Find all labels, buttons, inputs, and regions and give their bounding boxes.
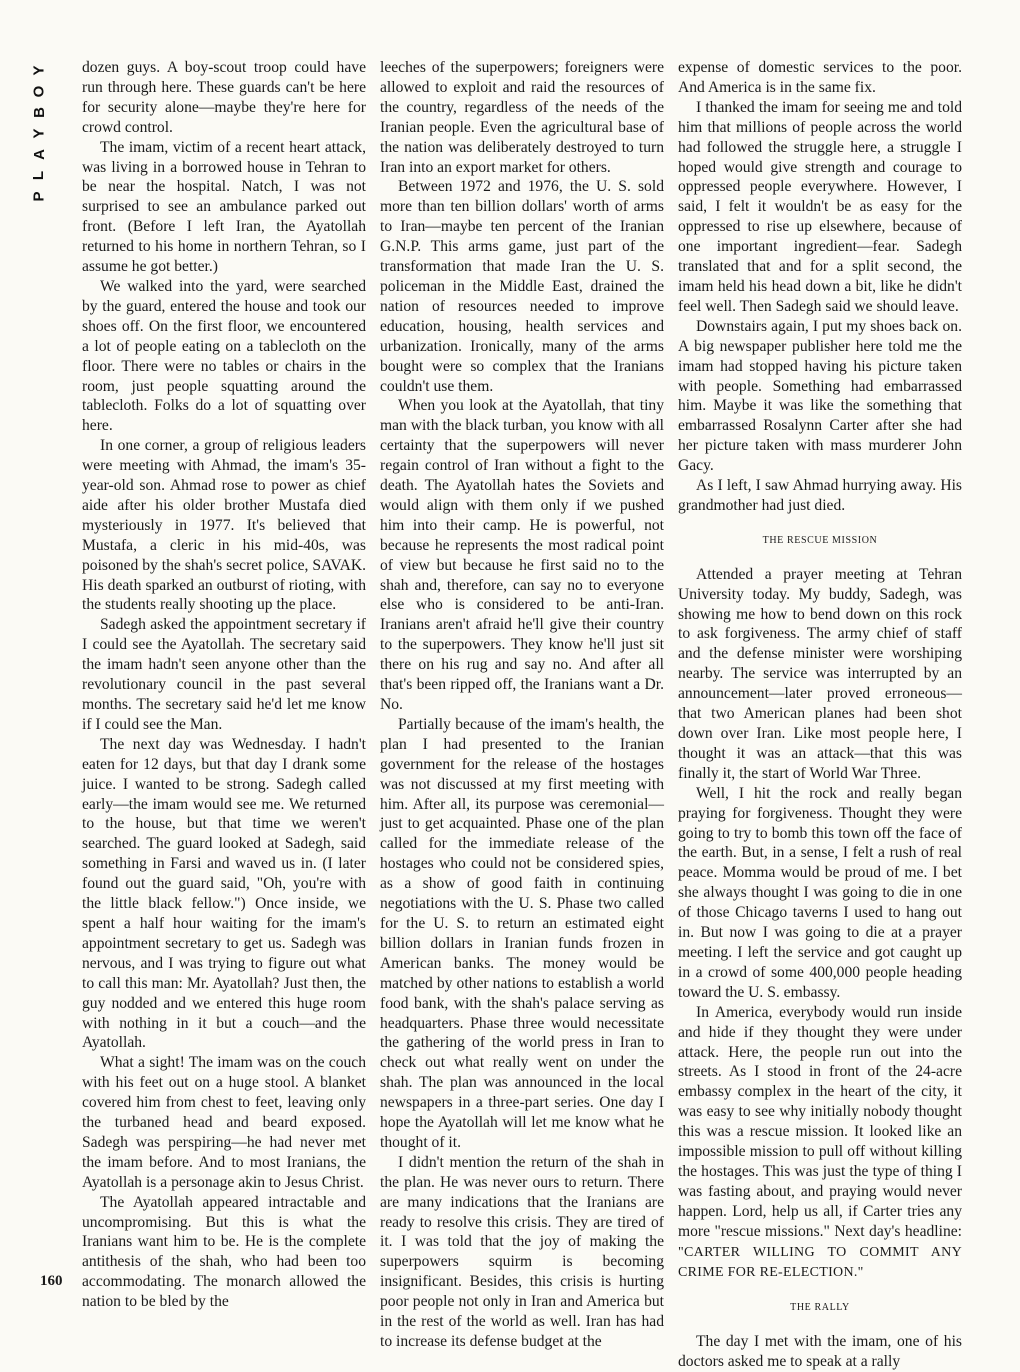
paragraph: expense of domestic services to the poor. And America is in the same fix. — [678, 59, 962, 96]
article-column-2 — [380, 58, 664, 1352]
paragraph: When you look at the Ayatollah, that tiny man with the black turban, you know with all certainty that the superpowers will never regain control of Iran without a fight to the death. The Ayatollah hates the Soviets and would align with them only if we pushed him into their camp. He is powerful, not because he represents the most radical point of view but because he first said no to the shah and, therefore, can say no to everyone else who is considered to be anti-Iran. Iranians aren't afraid he'll give their country to the superpowers. They know he'll just sit there on his rug and say no. And after all that's been ripped off, the Iranians want a Dr. No. — [380, 397, 664, 713]
paragraph: In one corner, a group of religious leaders were meeting with Ahmad, the imam's 35-year-old son. Ahmad rose to power as chief aide after his older brother Mustafa died mysteriously in 1977. It's believed that Mustafa, a cleric in his mid-40s, was poisoned by the shah's secret police, SAVAK. His death sparked an outburst of rioting, with the students really shooting up the place. — [82, 437, 366, 614]
paragraph: Attended a prayer meeting at Tehran University today. My buddy, Sadegh, was showing me how to bend down on this rock to ask forgiveness. The army chief of staff and the defense minister were worshiping nearby. The service was interrupted by an announcement—later proved erroneous—that two American planes had been shot down over Iran. Like most people here, I thought it was an attack—that this was finally it, the start of World War Three. — [678, 565, 962, 782]
article-column-3 — [678, 58, 962, 1372]
paragraph: Sadegh asked the appointment secretary if I could see the Ayatollah. The secretary said the imam hadn't seen anyone other than the revolutionary council in the past several months. The secretary said he'd let me know if I could see the Man. — [82, 616, 366, 733]
paragraph: The imam, victim of a recent heart attack, was living in a borrowed house in Tehran to be near the hospital. Natch, I was not surprised to see an ambulance parked out front. (Before I left Iran, the Ayatollah returned to his home in northern Tehran, so I assume he got better.) — [82, 138, 366, 276]
paragraph — [678, 1003, 962, 1284]
tab-letter: P — [30, 191, 48, 202]
tab-letter: Y — [30, 128, 48, 139]
page-number: 160 — [40, 1273, 63, 1289]
paragraph: What a sight! The imam was on the couch with his feet out on a huge stool. A blanket covered him from chest to feet, leaving only the turbaned head and beard exposed. Sadegh was perspiring—he had never met the imam before. And to most Iranians, the Ayatollah is a personage akin to Jesus Christ. — [82, 1054, 366, 1191]
paragraph: leeches of the superpowers; foreigners were allowed to exploit and raid the resources of the country, regardless of the needs of the Iranian people. Even the agricultural base of the nation was deliberately destroyed to turn Iran into an export market for others. — [380, 59, 664, 176]
tab-letter: A — [30, 149, 48, 160]
paragraph: Well, I hit the rock and really began praying for forgiveness. Thought they were going to try to bomb this town off the face of the earth. But, in a sense, I felt a rush of real peace. Momma would be proud of me. I bet she always thought I was going to die in one of those Chicago taverns I used to hang out in. But now I was going to die at a prayer meeting. I left the service and got caught up in a crowd of some 400,000 people heading toward the U. S. embassy. — [678, 784, 962, 1001]
paragraph: We walked into the yard, were searched by the guard, entered the house and took our shoes off. On the first floor, we encountered a lot of people eating on a tablecloth on the floor. There were no tables or chairs in the room, just people squatting around the tablecloth. Folks do a lot of squatting over here. — [82, 277, 366, 435]
paragraph: I thanked the imam for seeing me and told him that millions of people across the world had followed the struggle here, a struggle I hoped would give strength and courage to oppressed people everywhere. However, I said, I felt it wouldn't be as easy for the oppressed to rise up elsewhere, because of one important ingredient—fear. Sadegh translated that and for a split second, the imam held his head down a bit, like he didn't feel well. Then Sadegh said we should leave. — [678, 98, 962, 315]
paragraph: I didn't mention the return of the shah in the plan. He was never ours to return. There are many indications that the Iranians are ready to resolve this crisis. They are tired of it. I was told that the joy of making the superpowers squirm is becoming insignificant. Besides, this crisis is hurting poor people not only in Iran and America but in the rest of the world as well. Iran has had to increase its defense budget at the — [380, 1153, 664, 1350]
section-heading-rally: THE RALLY — [790, 1302, 850, 1314]
tab-letter: B — [30, 107, 48, 118]
headline-quote: "CARTER WILLING TO COMMIT ANY CRIME FOR RE-ELECTION." — [678, 1244, 962, 1281]
paragraph: Partially because of the imam's health, the plan I had presented to the Iranian government for the release of the hostages was not discussed at my first meeting with him. After all, its purpose was ceremonial—just to get acquainted. Phase one of the plan called for the immediate release of the hostages who could not be considered spies, as a show of good faith in continuing negotiations with the U. S. Phase two called for the U. S. to return an estimated eight billion dollars in Iranian funds frozen in American banks. The money would be matched by other nations to establish a world food bank, with the shah's palace serving as headquarters. Phase three would necessitate the gathering of the world press in Iran to check out what really went on under the shah. The plan was announced in the local newspapers in a three-part series. One day I hope the Ayatollah will let me know what he thought of it. — [380, 715, 664, 1151]
paragraph: Between 1972 and 1976, the U. S. sold more than ten billion dollars' worth of arms to Iran—maybe ten percent of the Iranian G.N.P. This arms game, just part of the transformation that made Iran the U. S. policeman in the Middle East, drained the nation of resources needed to improve education, housing, health services and urbanization. Ironically, many of the arms bought were so complex that the Iranians couldn't use them. — [380, 178, 664, 395]
tab-letter: L — [30, 170, 48, 181]
paragraph-text: In America, everybody would run inside and hide if they thought they were under attack. Here, the people run out into the streets. As I stood in front of the 24-acre embassy complex in the heart of the city, it was easy to see why initially nobody thought this was a rescue mission. It looked like an impossible mission to pull off without killing the hostages. This was just the type of thing I was fasting about, and praying would never happen. Lord, help us all, if Carter tries any more "rescue missions." Next day's headline: — [678, 1003, 962, 1240]
tab-letter: Y — [30, 65, 48, 76]
paragraph: Downstairs again, I put my shoes back on. A big newspaper publisher here told me the imam had stopped having his picture taken with people. Something had embarrassed him. Maybe it was like the something that embarrassed Rosalynn Carter after she had her picture taken with mass murderer John Gacy. — [678, 317, 962, 475]
paragraph: dozen guys. A boy-scout troop could have run through here. These guards can't be here for security alone—maybe they're here for crowd control. — [82, 59, 366, 136]
tab-letter: O — [30, 85, 48, 98]
paragraph: As I left, I saw Ahmad hurrying away. His grandmother had just died. — [678, 477, 962, 514]
article-column-1 — [82, 58, 366, 1312]
section-heading-rescue-mission: THE RESCUE MISSION — [762, 534, 878, 546]
paragraph: The Ayatollah appeared intractable and uncompromising. But this is what the Iranians want him to be. He is the complete antithesis of the shah, who had been too accommodating. The monarch allowed the nation to be bled by the — [82, 1193, 366, 1311]
magazine-name-tab — [28, 60, 50, 207]
paragraph: The day I met with the imam, one of his doctors asked me to speak at a rally — [678, 1333, 962, 1371]
paragraph: The next day was Wednesday. I hadn't eaten for 12 days, but that day I drank some juice. I wanted to be strong. Sadegh called early—the imam would see me. We returned to the house, but that time we weren't searched. The guard looked at Sadegh, said something in Farsi and waved us in. (I later found out the guard said, "Oh, you're with the little black fellow.") Once inside, we spent a half hour waiting for the imam's appointment secretary to get us. Sadegh was nervous, and I was trying to figure out what to call this man: Mr. Ayatollah? Just then, the guy nodded and we entered this huge room with nothing in it but a couch—and the Ayatollah. — [82, 735, 366, 1052]
